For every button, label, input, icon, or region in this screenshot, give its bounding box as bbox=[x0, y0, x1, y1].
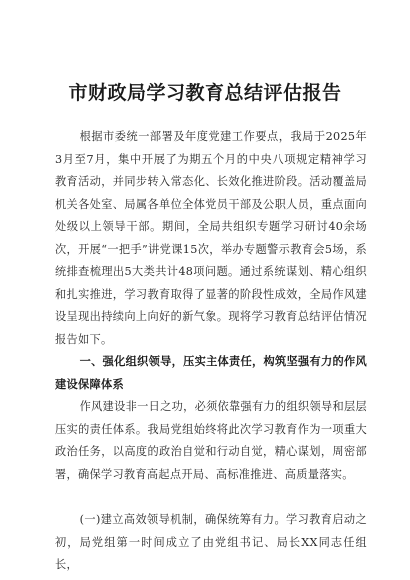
section-1-paragraph-2: (一)建立高效领导机制，确保统筹有力。学习教育启动之初，局党组第一时间成立了由党组书记、局长XX同志任组长， bbox=[55, 513, 367, 571]
section-1-paragraph-1: 作风建设非一日之功，必须依靠强有力的组织领导和层层压实的责任体系。我局党组始终将此次学习教育作为一项重大政治任务，以高度的政治自觉和行动自觉，精心谋划，周密部署，确保学习教育高起点开局、高标准推进、高质量落实。 bbox=[55, 400, 367, 481]
document-title: 市财政局学习教育总结评估报告 bbox=[68, 82, 342, 104]
section-1-heading: 一、强化组织领导，压实主体责任，构筑坚强有力的作风建设保障体系 bbox=[55, 355, 367, 391]
intro-paragraph: 根据市委统一部署及年度党建工作要点，我局于2025年3月至7月，集中开展了为期五个月的中央八项规定精神学习教育活动，并同步转入常态化、长效化推进阶段。活动覆盖局机关各处室、局属各单位全体党员干部及公职人员，重点面向处级以上领导干部。期间，全局共组织专题学习研讨40余场次，开展“一把手”讲党课15次，举办专题警示教育会5场，系统排查梳理出5大类共计48项问题。通过系统谋划、精心组织和扎实推进，学习教育取得了显著的阶段性成效，全局作风建设呈现出持续向上向好的新气象。现将学习教育总结评估情况报告如下。 bbox=[55, 130, 367, 346]
